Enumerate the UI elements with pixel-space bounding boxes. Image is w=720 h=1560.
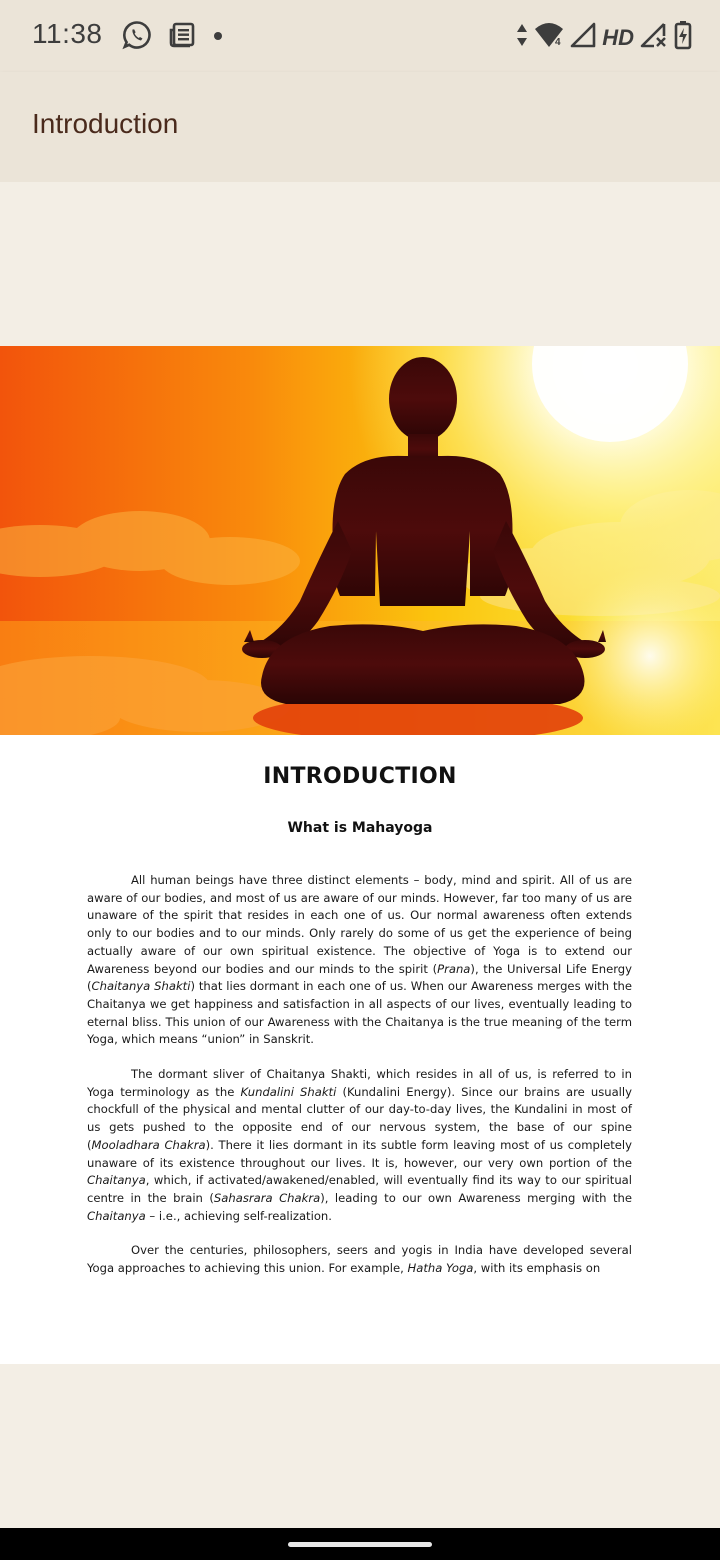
page-title: Introduction xyxy=(32,108,179,139)
document-body xyxy=(87,872,632,1295)
signal-icon xyxy=(570,22,596,53)
paragraph-1: All human beings have three distinct elements – body, mind and spirit. All of us are aware of our bodies, and most of us are aware of our minds. However, far too many of us are unaware of the spirit that resides in each one of us. Our normal awareness often extends only to our bodies and to our minds. Only rarely do some of us get the experience of being actually aware of our own spiritual existence. The objective of Yoga is to extend our Awareness beyond our bodies and our minds to the spirit (Prana), the Universal Life Energy (Chaitanya Shakti) that lies dormant in each one of us. When our Awareness merges with the Chaitanya we get happiness and satisfaction in all aspects of our lives, eventually leading to eternal bliss. This union of our Awareness with the Chaitanya is the true meaning of the term Yoga, which means “union” in Sanskrit. xyxy=(87,873,632,1047)
status-bar xyxy=(0,0,720,72)
data-arrows-icon xyxy=(516,22,528,53)
status-time: 11:38 xyxy=(32,18,103,49)
paragraph-2: The dormant sliver of Chaitanya Shakti, which resides in all of us, is referred to in Yoga terminology as the Kundalini Shakti (Kundalini Energy). Since our brains are usually chockfull of the physical and mental clutter of our day-to-day lives, the Kundalini in most of us gets pushed to the opposite end of our nervous system, the base of our spine (Mooladhara Chakra). There it lies dormant in its subtle form leaving most of us completely unaware of its existence throughout our lives. It is, however, our very own portion of the Chaitanya, which, if activated/awakened/enabled, will eventually find its way to our spiritual centre in the brain (Sahasrara Chakra), leading to our own Awareness merging with the Chaitanya – i.e., achieving self-realization. xyxy=(87,1067,632,1223)
document-page[interactable] xyxy=(0,346,720,1364)
network-type-label: HD xyxy=(602,24,634,50)
home-gesture-handle[interactable] xyxy=(288,1542,432,1547)
wifi-icon xyxy=(534,21,564,54)
document-subheading: What is Mahayoga xyxy=(287,820,433,836)
document-heading: INTRODUCTION xyxy=(263,764,457,789)
meditation-illustration xyxy=(0,346,720,735)
system-navigation-bar xyxy=(0,1528,720,1560)
svg-text:4: 4 xyxy=(555,37,561,48)
notification-icons xyxy=(122,20,224,55)
dot-icon xyxy=(212,29,224,47)
app-bar xyxy=(0,72,720,182)
system-icons xyxy=(516,20,692,55)
paragraph-3: Over the centuries, philosophers, seers and yogis in India have developed several Yoga approaches to achieving this union. For example, Hatha Yoga, with its emphasis on xyxy=(87,1243,632,1276)
battery-charging-icon xyxy=(674,20,692,55)
news-icon xyxy=(168,21,196,54)
whatsapp-icon xyxy=(122,20,152,55)
signal-x-icon xyxy=(640,22,668,53)
